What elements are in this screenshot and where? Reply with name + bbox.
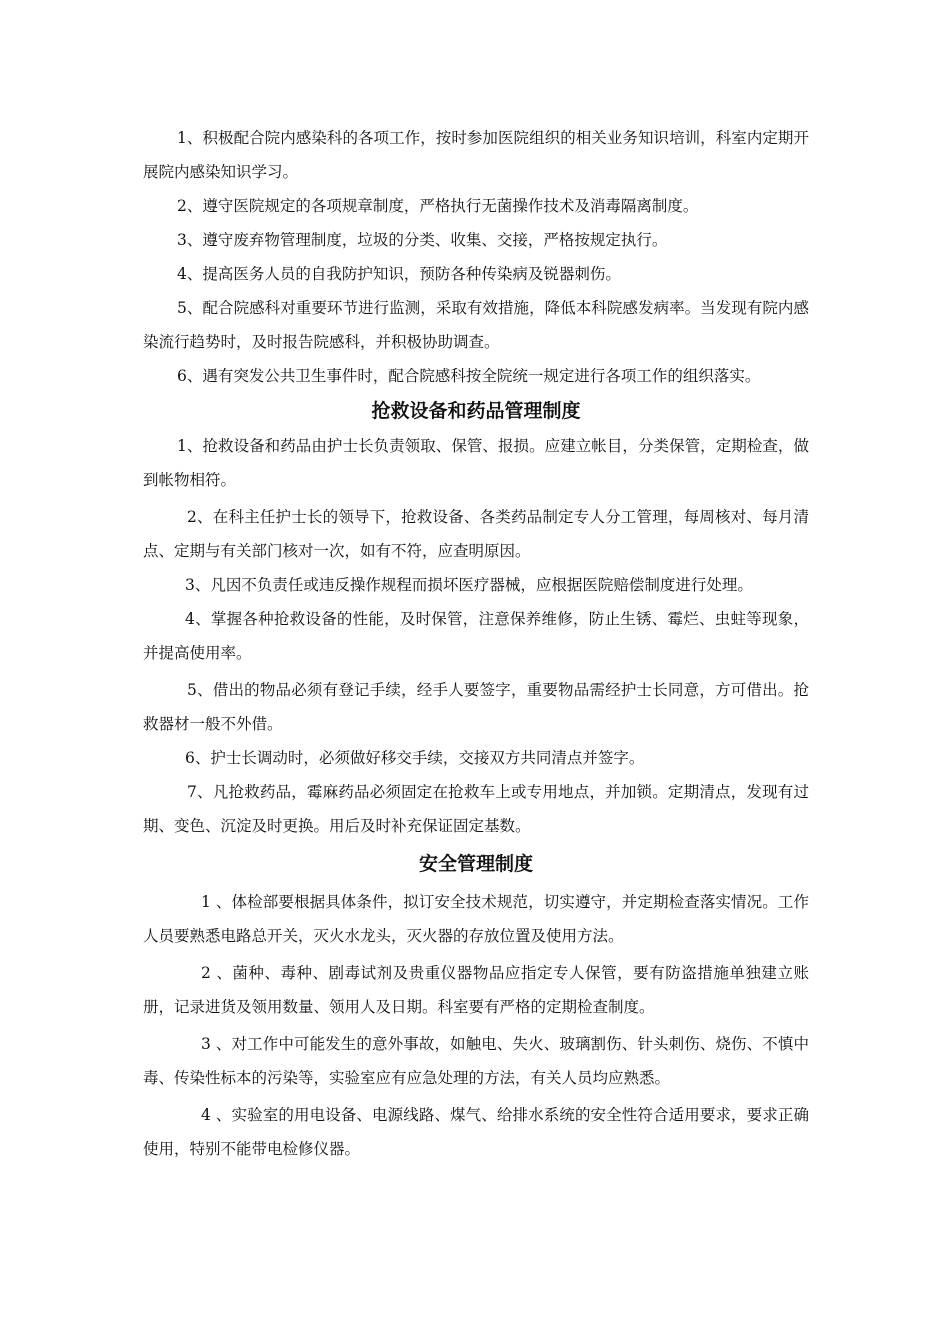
paragraph: 2 、菌种、毒种、剧毒试剂及贵重仪器物品应指定专人保管，要有防盗措施单独建立账册，记录进货及领用数量、领用人及日期。科室要有严格的定期检查制度。 (143, 964, 809, 1016)
paragraph: 2、在科主任护士长的领导下，抢救设备、各类药品制定专人分工管理，每周核对、每月清点、定期与有关部门核对一次，如有不符，应查明原因。 (143, 508, 809, 560)
paragraph: 5、借出的物品必须有登记手续，经手人要签字，重要物品需经护士长同意，方可借出。抢救器材一般不外借。 (143, 681, 809, 733)
paragraph: 3、遵守废弃物管理制度，垃圾的分类、收集、交接，严格按规定执行。 (177, 231, 668, 249)
paragraph: 2、遵守医院规定的各项规章制度，严格执行无菌操作技术及消毒隔离制度。 (177, 197, 699, 215)
section-title-safety-management: 安全管理制度 (418, 853, 533, 875)
paragraph: 4 、实验室的用电设备、电源线路、煤气、给排水系统的安全性符合适用要求，要求正确使用，特别不能带电检修仪器。 (143, 1106, 809, 1158)
paragraph: 3 、对工作中可能发生的意外事故，如触电、失火、玻璃割伤、针头刺伤、烧伤、不慎中毒、传染性标本的污染等，实验室应有应急处理的方法，有关人员均应熟悉。 (143, 1035, 809, 1087)
paragraph: 1、抢救设备和药品由护士长负责领取、保管、报损。应建立帐目，分类保管，定期检查，做到帐物相符。 (143, 437, 809, 489)
section-title-rescue-equipment: 抢救设备和药品管理制度 (371, 400, 581, 422)
section-rescue-equipment (143, 429, 809, 843)
paragraph: 1 、体检部要根据具体条件，拟订安全技术规范，切实遵守，并定期检查落实情况。工作人员要熟悉电路总开关，灭火水龙头，灭火器的存放位置及使用方法。 (143, 893, 809, 945)
paragraph: 3、凡因不负责任或违反操作规程而损坏医疗器械，应根据医院赔偿制度进行处理。 (185, 576, 753, 594)
paragraph: 4、掌握各种抢救设备的性能，及时保管，注意保养维修，防止生锈、霉烂、虫蛀等现象，并提高使用率。 (143, 610, 809, 662)
paragraph: 7、凡抢救药品，霉麻药品必须固定在抢救车上或专用地点，并加锁。定期清点，发现有过期、变色、沉淀及时更换。用后及时补充保证固定基数。 (143, 783, 809, 835)
section-infection-control (143, 121, 809, 393)
paragraph: 1、积极配合院内感染科的各项工作，按时参加医院组织的相关业务知识培训，科室内定期开展院内感染知识学习。 (143, 129, 809, 181)
paragraph: 6、遇有突发公共卫生事件时，配合院感科按全院统一规定进行各项工作的组织落实。 (177, 367, 761, 385)
paragraph: 6、护士长调动时，必须做好移交手续，交接双方共同清点并签字。 (185, 749, 645, 767)
section-safety-management (143, 885, 809, 1166)
paragraph: 4、提高医务人员的自我防护知识，预防各种传染病及锐器刺伤。 (177, 265, 621, 283)
paragraph: 5、配合院感科对重要环节进行监测，采取有效措施，降低本科院感发病率。当发现有院内感染流行趋势时，及时报告院感科，并积极协助调查。 (143, 299, 809, 351)
